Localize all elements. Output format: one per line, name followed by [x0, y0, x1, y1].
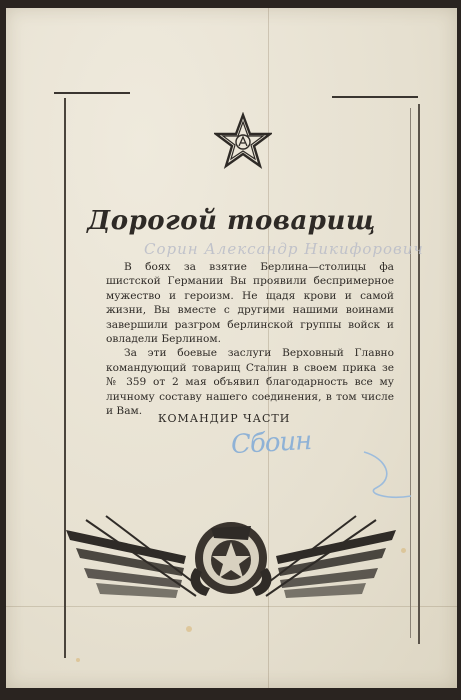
commander-signature-handwritten: Сбоин: [230, 425, 313, 461]
signature-label: КОМАНДИР ЧАСТИ: [158, 412, 291, 425]
fold-crease-horizontal: [6, 606, 457, 607]
letter-sheet: [6, 8, 457, 688]
stain: [186, 626, 192, 632]
letter-body: [106, 260, 394, 418]
signature-flourish: [356, 448, 416, 508]
red-army-star-icon: [214, 112, 272, 174]
frame-right-line: [418, 104, 420, 644]
frame-top-left-line: [54, 92, 130, 94]
letter-title: Дорогой товарищ: [87, 206, 376, 236]
stain: [401, 548, 406, 553]
stain: [76, 658, 80, 662]
recipient-name-handwritten: Сорин Александр Никифорович: [144, 240, 424, 258]
body-paragraph-2: За эти боевые заслуги Верховный Главно командующий товарищ Сталин в своем прика зе № 359 от 2 мая объявил благодарность все му личному составу нашего соединения, в том числе и Вам.: [106, 347, 394, 418]
frame-top-right-line: [332, 96, 418, 98]
order-of-red-banner-emblem-icon: [66, 508, 396, 603]
body-paragraph-1: В боях за взятие Берлина—столицы фа шистской Германии Вы проявили беспримерное мужество и героизм. Не щадя крови и самой жизни, Вы вместе с другими нашими воинами завершили разгром берлинской группы войск и овладели Берлином.: [106, 261, 394, 346]
frame-right-line-inner: [410, 108, 411, 638]
